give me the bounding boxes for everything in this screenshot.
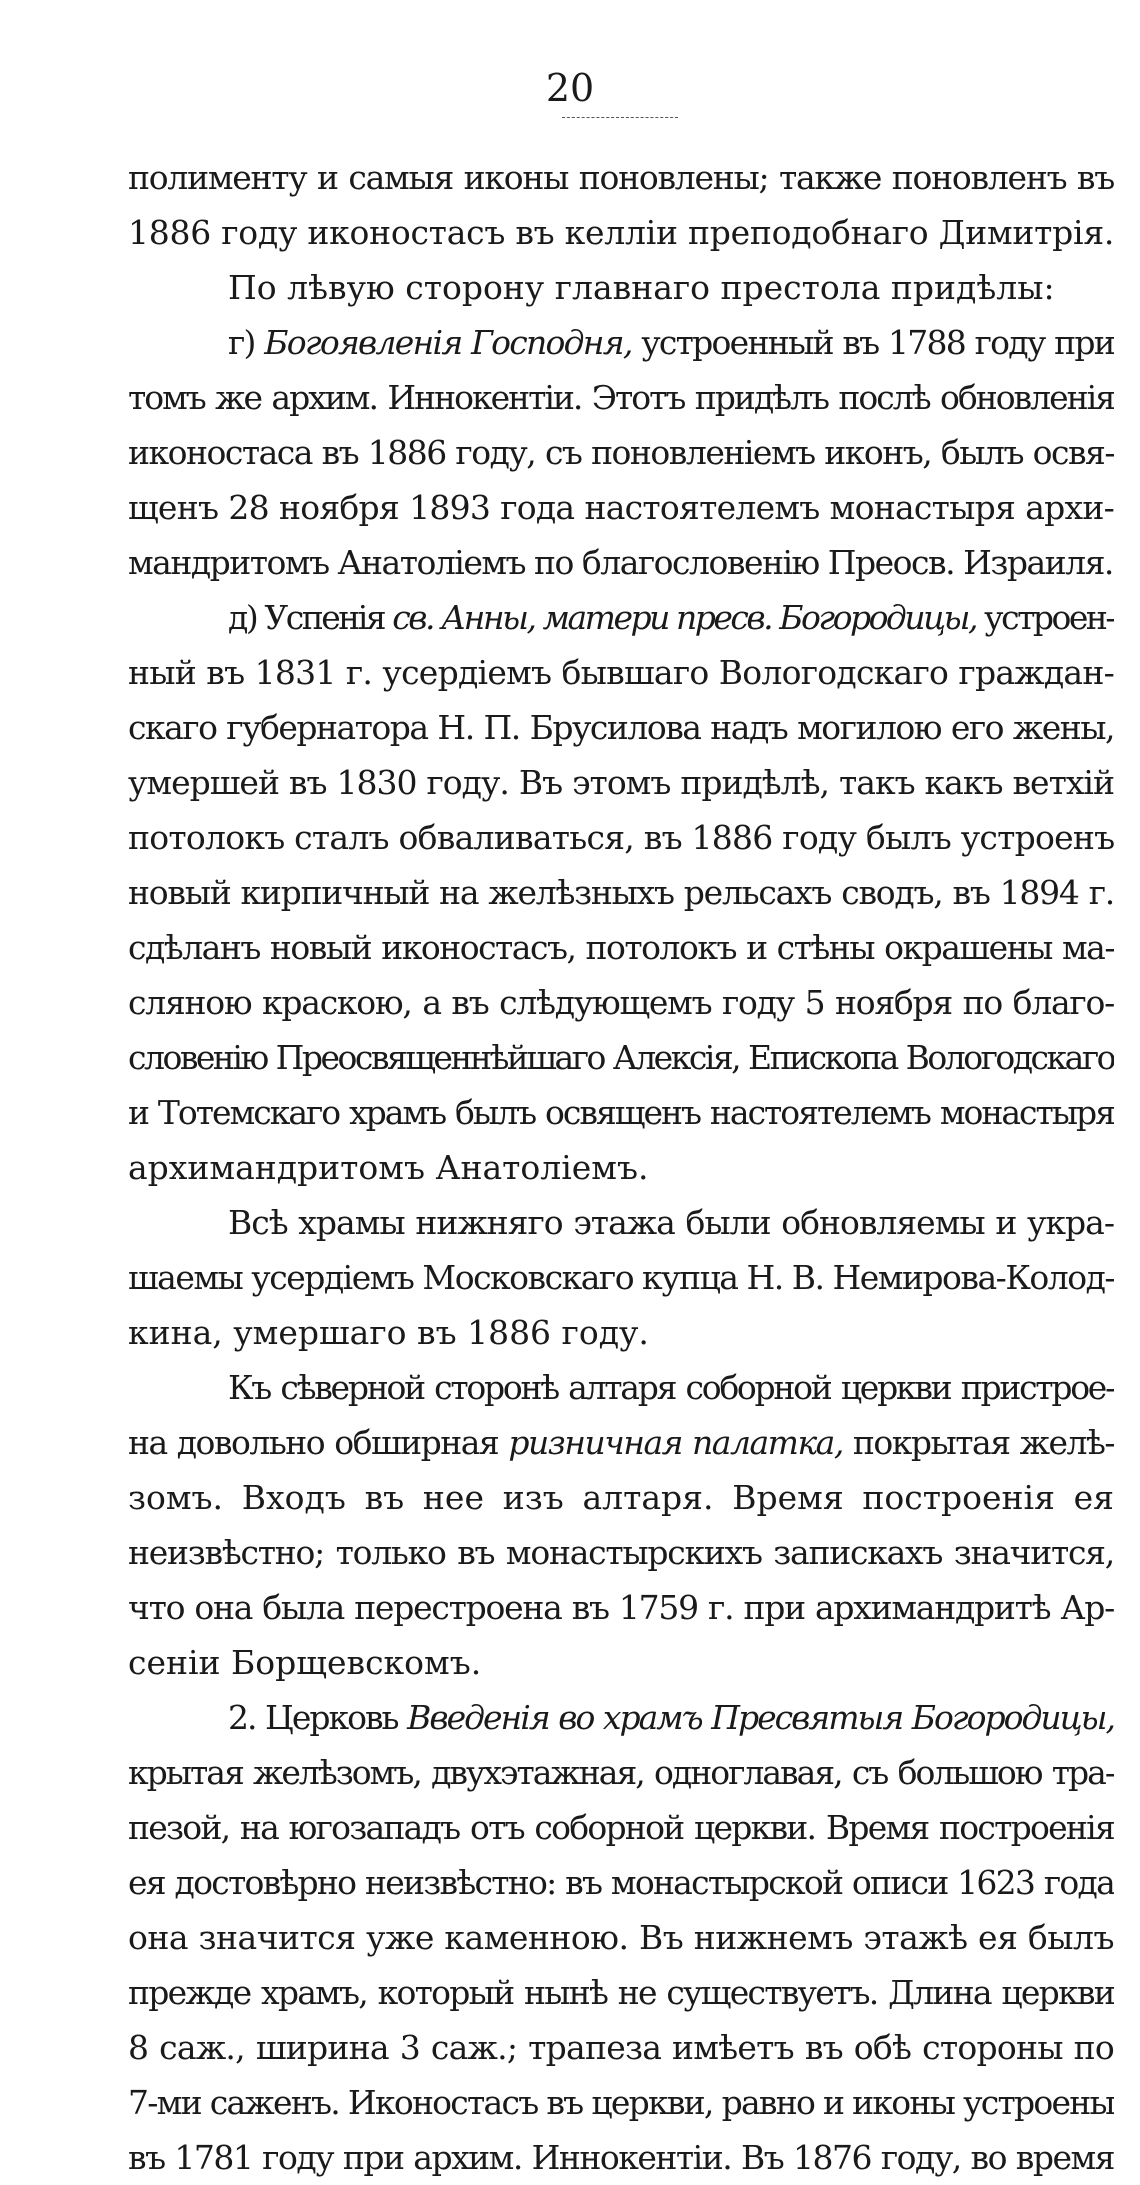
text-line: ея достовѣрно неизвѣстно: въ монастырской описи 1623 года: [128, 1863, 1114, 1902]
text-line: словенію Преосвященнѣйшаго Алексія, Епископа Вологодскаго: [128, 1038, 1114, 1077]
text-line: г) Богоявленія Господня, устроенный въ 1788 году при: [228, 323, 1114, 362]
text-line: полименту и самыя иконы поновлены; также поновленъ въ: [128, 158, 1114, 197]
text-line: сеніи Борщевскомъ.: [128, 1643, 482, 1682]
text-line: потолокъ сталъ обваливаться, въ 1886 году былъ устроенъ: [128, 818, 1114, 857]
text-line: шаемы усердіемъ Московскаго купца Н. В. Немирова-Колод-: [128, 1258, 1114, 1297]
text-line: мандритомъ Анатоліемъ по благословенію Преосв. Израиля.: [128, 543, 1113, 582]
text-line: она значится уже каменною. Въ нижнемъ этажѣ ея былъ: [128, 1918, 1114, 1957]
header-rule: [562, 117, 678, 118]
text-line: сляною краскою, а въ слѣдующемъ году 5 ноября по благо-: [128, 983, 1114, 1022]
text-line: скаго губернатора Н. П. Брусилова надъ могилою его жены,: [128, 708, 1114, 747]
text-line: 8 саж., ширина 3 саж.; трапеза имѣетъ въ обѣ стороны по: [128, 2028, 1114, 2067]
text-line: прежде храмъ, который нынѣ не существуетъ. Длина церкви: [128, 1973, 1114, 2012]
text-line: Всѣ храмы нижняго этажа были обновляемы и укра-: [228, 1203, 1114, 1242]
text-line: Къ сѣверной сторонѣ алтаря соборной церкви пристрое-: [228, 1368, 1114, 1407]
text-line: неизвѣстно; только въ монастырскихъ запискахъ значится,: [128, 1533, 1114, 1572]
text-line: 7-ми саженъ. Иконостасъ въ церкви, равно и иконы устроены: [128, 2083, 1114, 2122]
page-number: 20: [545, 66, 595, 110]
text-line: зомъ. Входъ въ нее изъ алтаря. Время построенія ея: [128, 1478, 1114, 1517]
text-line: ный въ 1831 г. усердіемъ бывшаго Вологодскаго граждан-: [128, 653, 1114, 692]
text-line: сдѣланъ новый иконостасъ, потолокъ и стѣны окрашены ма-: [128, 928, 1114, 967]
text-line: томъ же архим. Иннокентіи. Этотъ придѣлъ послѣ обновленія: [128, 378, 1114, 417]
text-line: д) Успенія св. Анны, матери пресв. Богородицы, устроен-: [228, 598, 1114, 637]
text-line: крытая желѣзомъ, двухэтажная, одноглавая, съ большою тра-: [128, 1753, 1114, 1792]
body-text: [128, 150, 1114, 2185]
text-line: пезой, на югозападъ отъ соборной церкви. Время построенія: [128, 1808, 1114, 1847]
text-line: и Тотемскаго храмъ былъ освященъ настоятелемъ монастыря: [128, 1093, 1114, 1132]
text-line: По лѣвую сторону главнаго престола придѣлы:: [228, 268, 1055, 307]
text-line: щенъ 28 ноября 1893 года настоятелемъ монастыря архи-: [128, 488, 1114, 527]
text-line: 2. Церковь Введенія во храмъ Пресвятыя Богородицы,: [228, 1698, 1114, 1737]
text-line: иконостаса въ 1886 году, съ поновленіемъ иконъ, былъ освя-: [128, 433, 1114, 472]
text-line: что она была перестроена въ 1759 г. при архимандритѣ Ар-: [128, 1588, 1114, 1627]
text-line: 1886 году иконостасъ въ келліи преподобнаго Димитрія.: [128, 213, 1114, 252]
text-line: въ 1781 году при архим. Иннокентіи. Въ 1876 году, во время: [128, 2138, 1114, 2177]
text-line: кина, умершаго въ 1886 году.: [128, 1313, 649, 1352]
text-line: новый кирпичный на желѣзныхъ рельсахъ сводъ, въ 1894 г.: [128, 873, 1114, 912]
text-line: на довольно обширная ризничная палатка, покрытая желѣ-: [128, 1423, 1114, 1462]
text-line: архимандритомъ Анатоліемъ.: [128, 1148, 649, 1187]
text-line: умершей въ 1830 году. Въ этомъ придѣлѣ, такъ какъ ветхій: [128, 763, 1114, 802]
